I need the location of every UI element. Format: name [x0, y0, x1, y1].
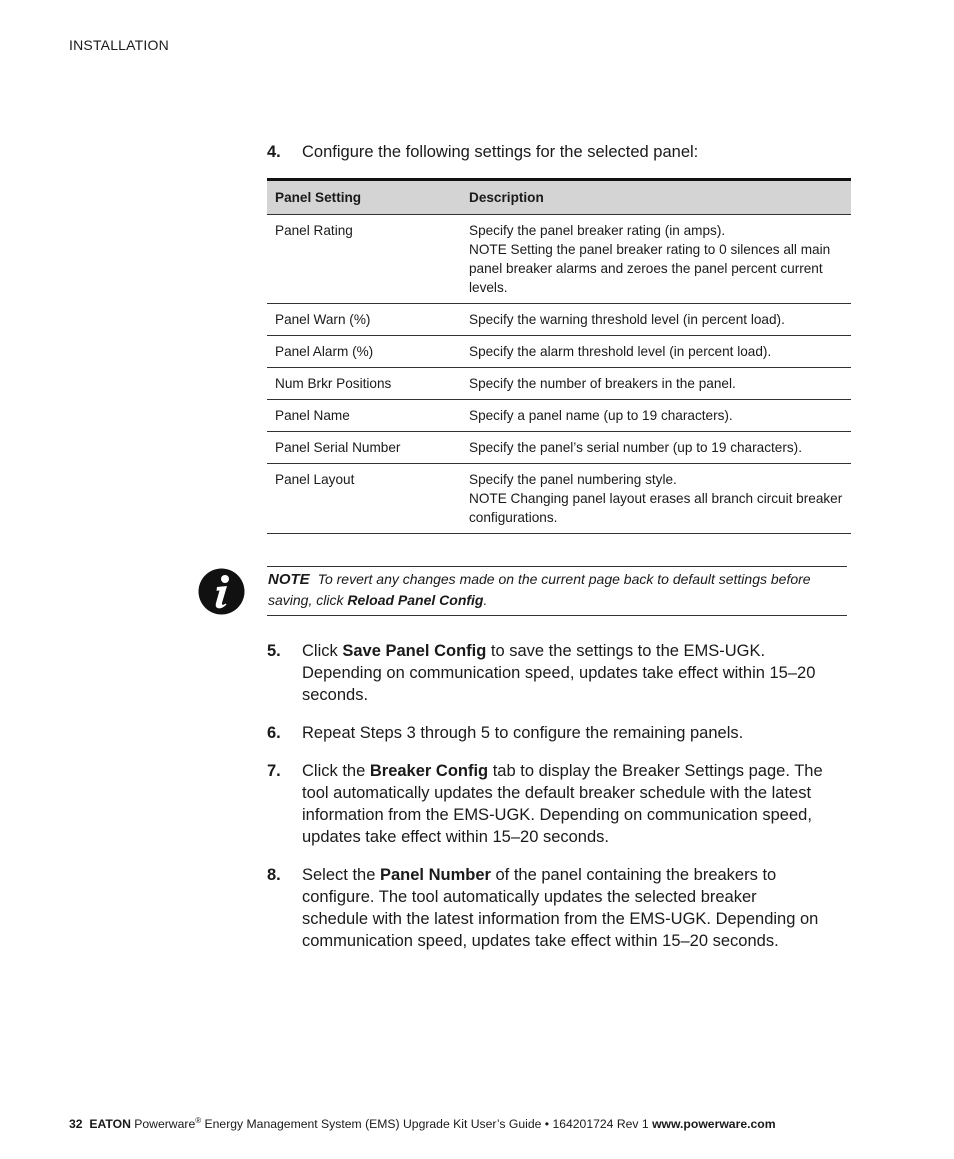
step-text-part: to save the settings to the EMS-UGK. Depending on communication speed, updates take effect within 15–20 seconds. — [302, 642, 816, 704]
setting-description — [461, 215, 851, 304]
description-line: Specify the warning threshold level (in percent load). — [469, 312, 785, 327]
table-row — [267, 464, 851, 534]
setting-name: Num Brkr Positions — [267, 368, 461, 400]
step-text — [302, 760, 827, 848]
step-text-part: tab to display the Breaker Settings page. The tool automatically updates the default breaker schedule with the latest information from the EMS-UGK. Depending on communication speed, updates take effect within 15–20 seconds. — [302, 762, 823, 846]
step-number: 6. — [267, 724, 281, 742]
info-icon — [198, 568, 245, 615]
step-text-part: Click the — [302, 762, 370, 780]
step-number: 5. — [267, 642, 281, 660]
step-text-part: Select the — [302, 866, 380, 884]
step-text-part: of the panel containing the breakers to configure. The tool automatically updates the selected breaker schedule with the latest information from the EMS-UGK. Depending on communication speed, updates take effect within 15–20 seconds. — [302, 866, 819, 950]
setting-description — [461, 368, 851, 400]
description-line: Specify the number of breakers in the panel. — [469, 376, 736, 391]
description-line: Specify the panel’s serial number (up to 19 characters). — [469, 440, 802, 455]
registered-mark: ® — [195, 1116, 202, 1125]
product-name: Powerware — [134, 1117, 196, 1132]
column-header-description: Description — [461, 180, 851, 215]
setting-name: Panel Layout — [267, 464, 461, 534]
table-row — [267, 432, 851, 464]
setting-name: Panel Warn (%) — [267, 304, 461, 336]
description-line: Specify a panel name (up to 19 characters). — [469, 408, 733, 423]
panel-settings-table — [267, 178, 851, 534]
note-end: . — [483, 592, 488, 608]
step-number: 7. — [267, 762, 281, 780]
brand-name: EATON — [89, 1117, 131, 1132]
document-title: Energy Management System (EMS) Upgrade Kit User’s Guide • 164201724 Rev 1 — [201, 1117, 653, 1132]
note-box — [267, 566, 847, 616]
setting-name: Panel Alarm (%) — [267, 336, 461, 368]
description-note: NOTE Setting the panel breaker rating to 0 silences all main panel breaker alarms and zeroes the panel percent current levels. — [469, 242, 831, 295]
ui-label-panel-number: Panel Number — [379, 866, 491, 884]
setting-name: Panel Rating — [267, 215, 461, 304]
setting-description — [461, 400, 851, 432]
step-6 — [267, 722, 827, 744]
ui-label-breaker-config: Breaker Config — [369, 762, 489, 780]
website-url: www.powerware.com — [652, 1117, 776, 1132]
description-note: NOTE Changing panel layout erases all branch circuit breaker configurations. — [469, 491, 843, 525]
step-8 — [267, 864, 827, 952]
description-line: Specify the alarm threshold level (in percent load). — [469, 344, 772, 359]
table-row — [267, 336, 851, 368]
step-text-part: Click — [302, 642, 343, 660]
table-row — [267, 368, 851, 400]
note-text — [268, 569, 843, 611]
step-text: Configure the following settings for the selected panel: — [302, 143, 699, 161]
description-line: Specify the panel numbering style. — [469, 472, 677, 487]
note-body: To revert any changes made on the current page back to default settings before saving, click — [268, 571, 811, 608]
step-number: 4. — [267, 143, 281, 161]
step-text — [302, 640, 827, 706]
page-footer — [69, 1116, 849, 1131]
description-line: Specify the panel breaker rating (in amps). — [469, 223, 726, 238]
setting-name: Panel Name — [267, 400, 461, 432]
step-7 — [267, 760, 827, 848]
setting-description — [461, 464, 851, 534]
table-row — [267, 304, 851, 336]
step-4 — [267, 141, 827, 163]
setting-name: Panel Serial Number — [267, 432, 461, 464]
step-text: Repeat Steps 3 through 5 to configure the remaining panels. — [302, 724, 744, 742]
step-number: 8. — [267, 866, 281, 884]
step-text — [302, 864, 827, 952]
note-emphasis: Reload Panel Config — [347, 592, 484, 608]
setting-description — [461, 304, 851, 336]
table-header-row — [267, 180, 851, 215]
ui-label-save-panel-config: Save Panel Config — [342, 642, 487, 660]
section-header: INSTALLATION — [69, 37, 169, 53]
note-label: NOTE — [268, 571, 310, 588]
setting-description — [461, 432, 851, 464]
step-5 — [267, 640, 827, 706]
page-number: 32 — [69, 1117, 83, 1132]
column-header-setting: Panel Setting — [267, 180, 461, 215]
table-row — [267, 400, 851, 432]
setting-description — [461, 336, 851, 368]
table-row — [267, 215, 851, 304]
